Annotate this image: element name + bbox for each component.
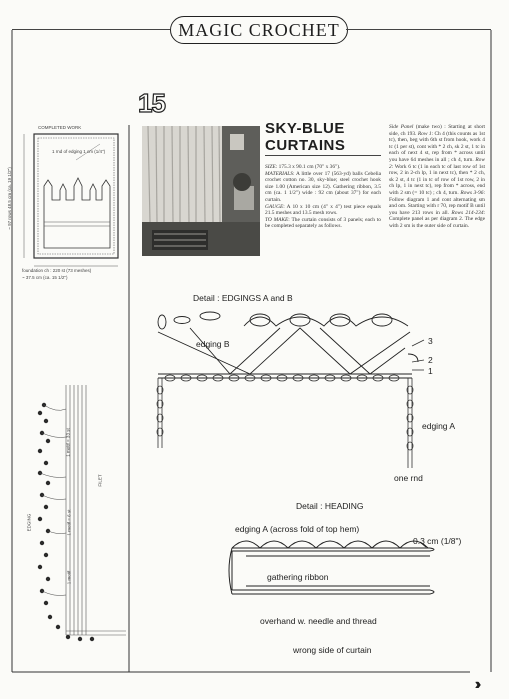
pattern-title-line2: CURTAINS [265, 137, 346, 154]
height-dimension: ~ 97 rows 48.5 cm (ca. 19 1/2") [6, 167, 12, 230]
rows214-label: Rows 214-234 [451, 209, 484, 216]
row1-label: Row 1 [417, 130, 432, 137]
marker-3: 3 [428, 336, 433, 346]
overhand-label: overhand w. needle and thread [260, 616, 377, 626]
motif-label-3: 1 motif [66, 570, 72, 585]
rows3-label: Rows 3-96 [460, 189, 484, 196]
curtain-photo-image [142, 126, 260, 256]
materials-body: : A little over 17 (563-yd) balls Cebelia crochet cotton no. 30, sky-blue; steel crochet hook size 1.00 (American size 12). Gathering ribbon, 3.5 cm (ca. 1 1/2") wide : 92 cm (about 37") for each curtain. [265, 170, 381, 203]
edgings-detail-diagram [150, 308, 430, 488]
curtain-photo [142, 126, 260, 256]
gathering-ribbon-label: gathering ribbon [267, 572, 329, 582]
magazine-title-text: MAGIC CROCHET [178, 19, 340, 40]
filet-chart-label: FILET [97, 474, 103, 487]
edging-note: 1 rnd of edging 1 cm (1/4") [52, 149, 106, 154]
size-text: : 175.3 x 90.1 cm (70" x 36"). [275, 164, 341, 170]
title-underline [265, 155, 381, 156]
completed-work-title: COMPLETED WORK [38, 125, 82, 130]
side-panel-label: Side Panel [389, 124, 414, 130]
one-rnd-label: one rnd [394, 473, 423, 483]
wrong-side-label: wrong side of curtain [293, 645, 372, 655]
materials-label: MATERIALS [265, 170, 293, 177]
rows214-text: : Complete panel as per diagram 2. The edge with 2 sm is the outer side of curtain. [389, 209, 486, 229]
width-dimension: ~ 37.5 cm (ca. 15 1/2") [22, 275, 68, 280]
row2-text: : Work 6 tc (1 in each tc of last row of 1st row, 2 in 2-ch lp, 1 in next tc), then * 2 ch, sk 2 st, 4 tc (1 in tc of row of 1st row, 2 in ch lp, 1 in next tc), rep from * across, end with 2 sm (= 10 tc) ; ch 4, turn. [389, 163, 485, 196]
gauge-text: : A 10 x 10 cm (4" x 4") test piece equals 21.5 meshes and 13.5 mesh rows. [265, 203, 381, 217]
edging-chart [28, 385, 126, 645]
make-label: TO MAKE [265, 216, 289, 223]
marker-1: 1 [428, 366, 433, 376]
instructions-text [389, 124, 485, 230]
gauge-label: GAUGE [265, 203, 284, 210]
make-text: : The curtain consists of 3 panels; each to be completed separately as follows. [265, 216, 381, 230]
edgings-detail-title: Detail : EDGINGS A and B [193, 293, 293, 303]
size-label: SIZE [265, 164, 276, 170]
row2-label: Row 2 [389, 156, 485, 170]
measure-label: 0.3 cm (1/8") [413, 536, 462, 546]
motif-label-2: 1 motif = 6 st [66, 509, 72, 536]
materials-text [265, 164, 381, 230]
row1-text: : Ch 4 (this counts as 1st tc), then, beg with 6th st from hook, work 4 tc (1 per st), cont with * 2 ch, sk 2 st, 1 tc in each of next 4 st, rep from * across until you have 64 meshes in all ; ch 4, turn. [389, 130, 485, 163]
heading-detail-title: Detail : HEADING [296, 501, 364, 511]
motif-label-1: 1 motif = 33 st [65, 428, 71, 457]
marker-2: 2 [428, 355, 433, 365]
rows3-text: : Follow diagram 1 and cont alternating sm and om. Starting with r 70, rep motif B until you have 213 rows in all. [389, 189, 485, 216]
pattern-title-line1: SKY-BLUE [265, 120, 345, 137]
foundation-note: foundation ch : 220 st (73 meshes) [22, 268, 92, 273]
edging-a-label: edging A [422, 421, 456, 431]
pattern-title [265, 120, 345, 154]
side-panel-text: (make two) : Starting at short side, ch 193. [389, 124, 486, 137]
edging-chart-label: EDGING [26, 513, 32, 532]
pattern-number: 15 [138, 88, 165, 118]
edging-b-label: edging B [196, 339, 230, 349]
edging-a-fold-label: edging A (across fold of top hem) [235, 524, 360, 534]
